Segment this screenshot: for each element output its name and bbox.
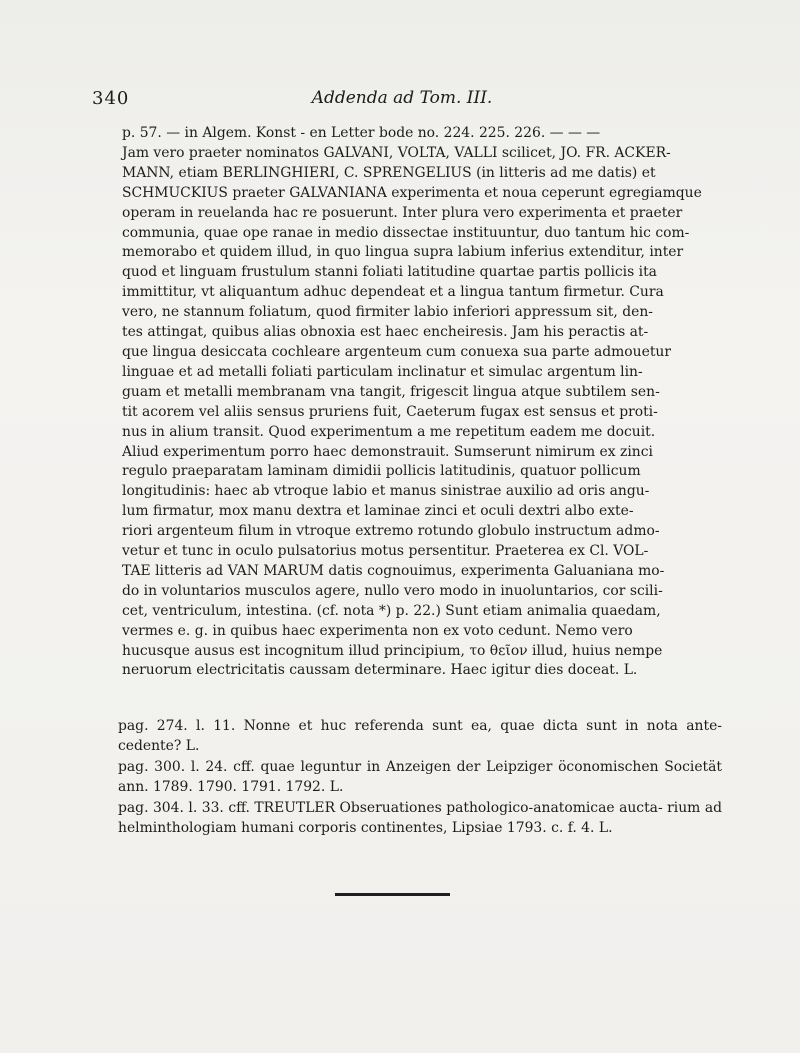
text-line: TAE litteris ad VAN MARUM datis cognouimus, experimenta Galuaniana mo- xyxy=(122,562,665,579)
text-line: tit acorem vel aliis sensus pruriens fuit, Caeterum fugax est sensus et proti- xyxy=(122,403,658,420)
addenda-list xyxy=(118,717,722,838)
text-line: que lingua desiccata cochleare argenteum cum conuexa sua parte admouetur xyxy=(122,343,671,360)
page-number: 340 xyxy=(92,88,130,109)
text-line: tes attingat, quibus alias obnoxia est haec encheiresis. Jam his peractis at- xyxy=(122,324,649,341)
text-line: immittitur, vt aliquantum adhuc dependeat et a lingua tantum firmetur. Cura xyxy=(122,284,664,301)
text-line: guam et metalli membranam vna tangit, frigescit lingua atque subtilem sen- xyxy=(122,383,660,400)
text-line: vetur et tunc in oculo pulsatorius motus persentitur. Praeterea ex Cl. VOL- xyxy=(122,543,649,560)
text-line: regulo praeparatam laminam dimidii pollicis latitudinis, quatuor pollicum xyxy=(122,463,641,480)
text-line: neruorum electricitatis caussam determinare. Haec igitur dies doceat. L. xyxy=(122,662,638,679)
page-header xyxy=(92,88,712,114)
text-line: hucusque ausus est incognitum illud principium, το θεῖον illud, huius nempe xyxy=(122,642,663,659)
running-title: Addenda ad Tom. III. xyxy=(311,88,493,108)
text-line: Jam vero praeter nominatos GALVANI, VOLTA, VALLI scilicet, JO. FR. ACKER- xyxy=(122,144,671,161)
text-line: p. 57. — in Algem. Konst - en Letter bode no. 224. 225. 226. — — — xyxy=(122,125,601,141)
text-line: quod et linguam frustulum stanni foliati latitudine quartae partis pollicis ita xyxy=(122,264,657,281)
text-line: memorabo et quidem illud, in quo lingua supra labium inferius extenditur, inter xyxy=(122,244,684,261)
addenda-entry: pag. 300. l. 24. cff. quae leguntur in Anzeigen der Leipziger öconomischen Societät ann. 1789. 1790. 1791. 1792. L. xyxy=(118,759,722,795)
text-line: SCHMUCKIUS praeter GALVANIANA experimenta et noua ceperunt egregiamque xyxy=(122,184,702,201)
text-line: vero, ne stannum foliatum, quod firmiter labio inferiori appressum sit, den- xyxy=(122,304,653,321)
text-line: Aliud experimentum porro haec demonstrauit. Sumserunt nimirum ex zinci xyxy=(122,443,653,460)
text-line: vermes e. g. in quibus haec experimenta non ex voto cedunt. Nemo vero xyxy=(122,622,633,639)
text-line: cet, ventriculum, intestina. (cf. nota *) p. 22.) Sunt etiam animalia quaedam, xyxy=(122,602,661,619)
text-line: do in voluntarios musculos agere, nullo vero modo in inuoluntarios, cor scili- xyxy=(122,582,663,599)
text-line: communia, quae ope ranae in medio dissectae instituuntur, duo tantum hic com- xyxy=(122,224,690,241)
text-line: MANN, etiam BERLINGHIERI, C. SPRENGELIUS (in litteris ad me datis) et xyxy=(122,164,656,181)
text-line: nus in alium transit. Quod experimentum a me repetitum eadem me docuit. xyxy=(122,423,656,440)
text-line: longitudinis: haec ab vtroque labio et manus sinistrae auxilio ad oris angu- xyxy=(122,483,650,500)
text-line: riori argenteum filum in vtroque extremo rotundo globulo instructum admo- xyxy=(122,523,660,540)
text-line: operam in reuelanda hac re posuerunt. Inter plura vero experimenta et praeter xyxy=(122,204,683,221)
text-line: linguae et ad metalli foliati particulam inclinatur et simulac argentum lin- xyxy=(122,363,643,380)
addenda-entry: pag. 274. l. 11. Nonne et huc referenda sunt ea, quae dicta sunt in nota ante- cedente? L. xyxy=(118,718,722,754)
addenda-entry: pag. 304. l. 33. cff. TREUTLER Obseruationes pathologico-anatomicae aucta- rium ad helminthologiam humani corporis continentes, Lipsiae 1793. c. f. 4. L. xyxy=(118,800,722,836)
text-line: lum firmatur, mox manu dextra et laminae zinci et oculi dextri albo exte- xyxy=(122,503,634,520)
section-rule xyxy=(335,893,450,896)
main-text xyxy=(122,124,722,681)
